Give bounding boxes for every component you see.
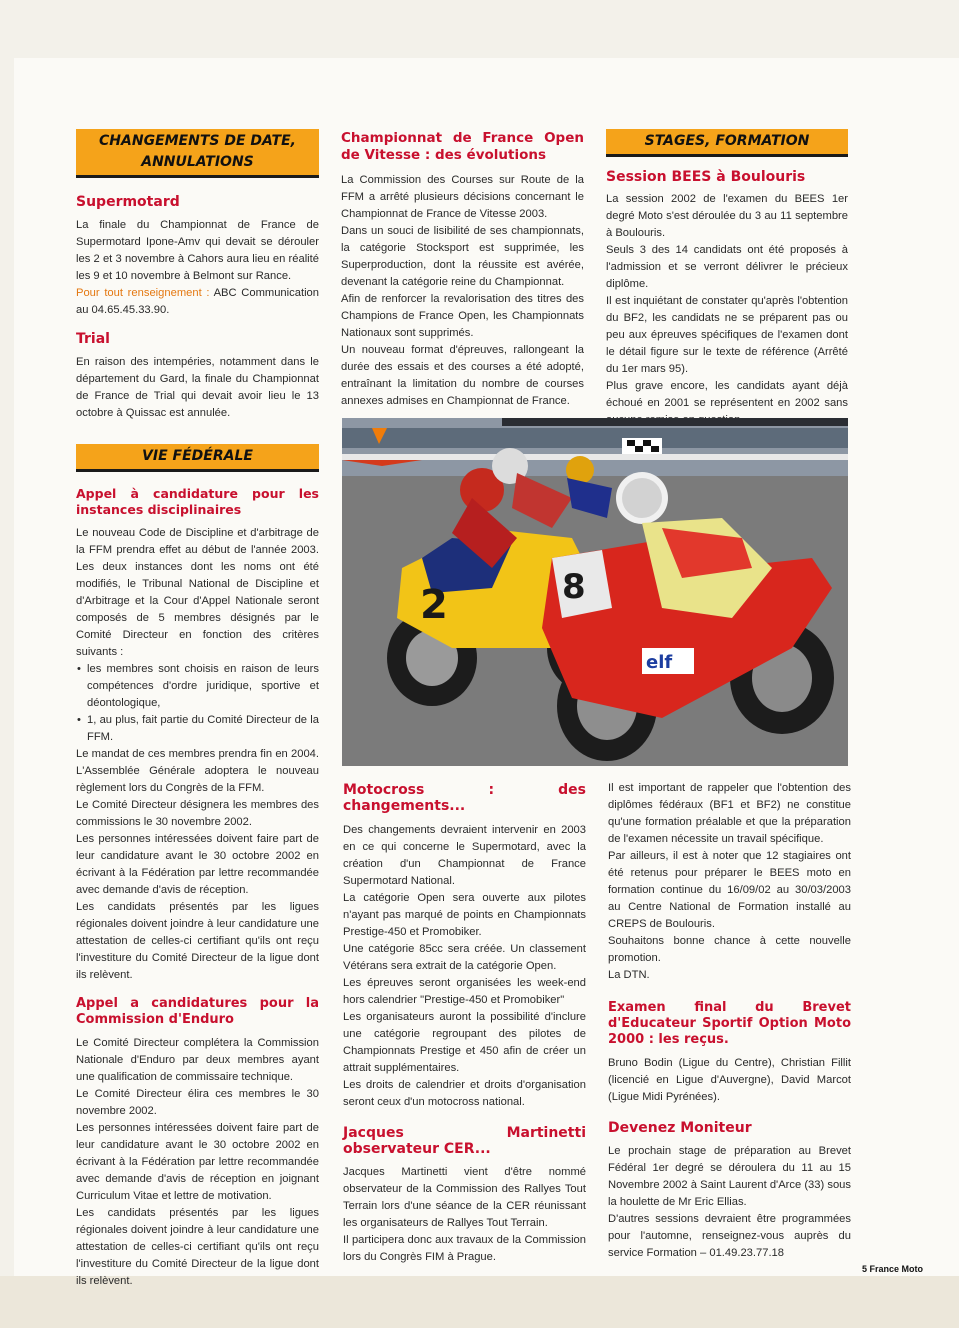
page-footer xyxy=(862,1264,923,1274)
open-p3: Afin de renforcer la revalorisation des titres des Champions de France Open, les Championnats Nationaux sont supprimés. xyxy=(341,293,584,339)
open-vitesse-title: Championnat de France Open de Vitesse : des évolutions xyxy=(341,130,584,163)
column-left xyxy=(76,129,319,1290)
appel-enduro-p2: Le Comité Directeur élira ces membres le 30 novembre 2002. xyxy=(76,1088,319,1117)
race-photo-illustration xyxy=(342,418,848,766)
motocross-p6: Les droits de calendrier et droits d'organisation seront ceux d'un motocross national. xyxy=(343,1079,586,1108)
rappel-p2: Par ailleurs, il est à noter que 12 stagiaires ont été retenus pour préparer le BEES moto en formation continue du 16/09/02 au 30/03/2003 au Centre National de Formation installé au CREPS de Boulouris. xyxy=(608,850,851,930)
section-banner-stages: STAGES, FORMATION xyxy=(606,129,848,157)
appel-instances-p4: Les personnes intéressées doivent faire part de leur candidature avant le 30 octobre 2002 en écrivant à la Fédération par lettre recommandée avec demande d'avis de réception. xyxy=(76,833,319,896)
appel-instances-p1: Le nouveau Code de Discipline et d'arbitrage de la FFM prendra effet au début de l'année 2003. Les deux instances dont les noms ont été modifiés, le Tribunal National de Discipline et d'Arbitrage et la Cour d'Appel Nationale seront composés de 5 membres désignés par le Comité Directeur en fonction des critères suivants : xyxy=(76,527,319,658)
appel-instances-p5: Les candidats présentés par les ligues régionales doivent joindre à leur candidature une attestation de celles-ci certifiant qu'ils ont reçu l'investiture du Comité Directeur de la ligue dont ils relèvent. xyxy=(76,901,319,981)
appel-enduro-title: Appel a candidatures pour la Commission d'Enduro xyxy=(76,996,319,1027)
magazine-name: France Moto xyxy=(869,1264,924,1274)
appel-enduro-p3: Les personnes intéressées doivent faire part de leur candidature avant le 30 octobre 2002 en écrivant à la Fédération par lettre recommandée avec demande d'avis de réception en joignant Curriculum Vitae et lettre de motivation. xyxy=(76,1122,319,1202)
column-right-top xyxy=(606,129,848,429)
section-banner-vie-federale: VIE FÉDÉRALE xyxy=(76,444,319,472)
motocross-p3: Une catégorie 85cc sera créée. Un classement Vétérans sera extrait de la catégorie Open. xyxy=(343,943,586,972)
motocross-title: Motocross : des changements... xyxy=(343,782,586,814)
trial-title: Trial xyxy=(76,331,110,347)
appel-instances-title: Appel à candidature pour les instances disciplinaires xyxy=(76,486,319,517)
section-banner-changements: CHANGEMENTS DE DATE, ANNULATIONS xyxy=(76,129,319,178)
svg-text:2: 2 xyxy=(420,582,448,628)
supermotard-text: La finale du Championnat de France de Supermotard Ipone-Amv qui devait se dérouler les 2 et 3 novembre à Cahors aura lieu en réalité les 9 et 10 novembre à Belmont sur Rance. xyxy=(76,219,319,282)
examen-title: Examen final du Brevet d'Educateur Sportif Option Moto 2000 : les reçus. xyxy=(608,1000,851,1047)
open-p4: Un nouveau format d'épreuves, rallongeant la durée des essais et des courses a été adopté, entraînant la limitation du nombre de courses annexes admises en Championnat de France. xyxy=(341,344,584,407)
page-number: 5 xyxy=(862,1264,868,1274)
bees-p4: Plus grave encore, les candidats ayant déjà échoué en 2001 se représentent en 2002 sans xyxy=(606,380,848,409)
rappel-p4: La DTN. xyxy=(608,969,650,981)
motocross-p2: La catégorie Open sera ouverte aux pilotes n'ayant pas marqué de points en Championnats Prestige-450 et Promobiker. xyxy=(343,892,586,938)
supermotard-contact xyxy=(76,285,319,319)
motocross-p1: Des changements devraient intervenir en 2003 en ce qui concerne le Supermotard, avec la création d'un Championnat de France Supermotard National. xyxy=(343,824,586,887)
column-middle-top xyxy=(341,130,584,410)
martinetti-p2: Il participera donc aux travaux de la Commission lors du Congrès FIM à Prague. xyxy=(343,1234,586,1263)
examen-p1: Bruno Bodin (Ligue du Centre), Christian Fillit (licencié en Ligue d'Auvergne), David Marcot (Ligue Midi Pyrénées). xyxy=(608,1057,851,1103)
appel-instances-p3: Le Comité Directeur désignera les membres des commissions le 30 novembre 2002. xyxy=(76,799,319,828)
criteria-item: • 1, au plus, fait partie du Comité Directeur de la FFM. xyxy=(87,712,319,746)
svg-text:8: 8 xyxy=(562,567,586,607)
bees-title: Session BEES à Boulouris xyxy=(606,169,806,185)
martinetti-title: Jacques Martinetti observateur CER... xyxy=(343,1125,586,1157)
appel-enduro-p4: Les candidats présentés par les ligues régionales doivent joindre à leur candidature une attestation de celles-ci certifiant qu'ils ont reçu l'investiture du Comité Directeur de la ligue dont ils relèvent. xyxy=(76,1207,319,1287)
trial-text: En raison des intempéries, notamment dans le département du Gard, la finale du Championnat de France de Trial qui devait avoir lieu le 13 octobre à Quissac est annulée. xyxy=(76,356,319,419)
motorcycle-race-photo xyxy=(342,418,848,766)
bees-p2: Seuls 3 des 14 candidats ont été proposés à l'admission et se verront délivrer le précieux diplôme. xyxy=(606,244,848,290)
moniteur-title: Devenez Moniteur xyxy=(608,1120,752,1136)
column-middle-bottom xyxy=(343,782,586,1266)
open-p2: Dans un souci de lisibilité de ses championnats, la catégorie Stocksport est supprimée, les Superproduction, dont la réussite est avérée, devenant la catégorie reine du Championnat. xyxy=(341,225,584,288)
motocross-p5: Les organisateurs auront la possibilité d'inclure une catégorie regroupant des pilotes de Championnats Prestige et 450 afin de créer un attrait supplémentaires. xyxy=(343,1011,586,1074)
appel-instances-p2: Le mandat de ces membres prendra fin en 2004. L'Assemblée Générale adoptera le nouveau règlement lors du Congrès de la FFM. xyxy=(76,748,319,794)
rappel-p3: Souhaitons bonne chance à cette nouvelle promotion. xyxy=(608,935,851,964)
motocross-p4: Les épreuves seront organisées les week-end hors calendrier "Prestige-450 et Promobiker" xyxy=(343,977,586,1006)
criteria-item: • les membres sont choisis en raison de leurs compétences d'ordre juridique, sportive et déontologique, xyxy=(87,661,319,712)
contact-value: ABC Communication au 04.65.45.33.90. xyxy=(76,287,319,316)
criteria-list xyxy=(76,661,319,746)
rappel-p1: Il est important de rappeler que l'obtention des diplômes fédéraux (BF1 et BF2) ne constitue qu'une formation préalable et que la préparation de l'examen nécessite un travail spécifique. xyxy=(608,782,851,845)
column-right-bottom xyxy=(608,780,851,1262)
open-p1: La Commission des Courses sur Route de la FFM a arrêté plusieurs décisions concernant le Championnat de France de Vitesse 2003. xyxy=(341,174,584,220)
bees-p1: La session 2002 de l'examen du BEES 1er degré Moto s'est déroulée du 3 au 11 septembre à Boulouris. xyxy=(606,193,848,239)
supermotard-title: Supermotard xyxy=(76,194,180,210)
appel-enduro-p1: Le Comité Directeur complétera la Commission Nationale d'Enduro par deux membres ayant une qualification de commissaire technique. xyxy=(76,1037,319,1083)
moniteur-p1: Le prochain stage de préparation au Brevet Fédéral 1er degré se déroulera du 11 au 15 Novembre 2002 à Saint Laurent d'Arce (33) sous la houlette de Mr Eric Ellias. xyxy=(608,1145,851,1208)
martinetti-p1: Jacques Martinetti vient d'être nommé observateur de la Commission des Rallyes Tout Terrain lors d'une séance de la CER réunissant les organisateurs de Rallyes Tout Terrain. xyxy=(343,1166,586,1229)
contact-label: Pour tout renseignement : xyxy=(76,287,210,299)
bees-p3: Il est inquiétant de constater qu'après l'obtention du BF2, les candidats ne se préparent pas ou peu aux épreuves spécifiques de l'examen dont le détail figure sur le texte de référence (Arrêté du 1er mars 95). xyxy=(606,295,848,375)
moniteur-p2: D'autres sessions devraient être programmées pour l'automne, renseignez-vous auprès du service Formation – 01.49.23.77.18 xyxy=(608,1213,851,1259)
svg-text:elf: elf xyxy=(646,652,673,673)
